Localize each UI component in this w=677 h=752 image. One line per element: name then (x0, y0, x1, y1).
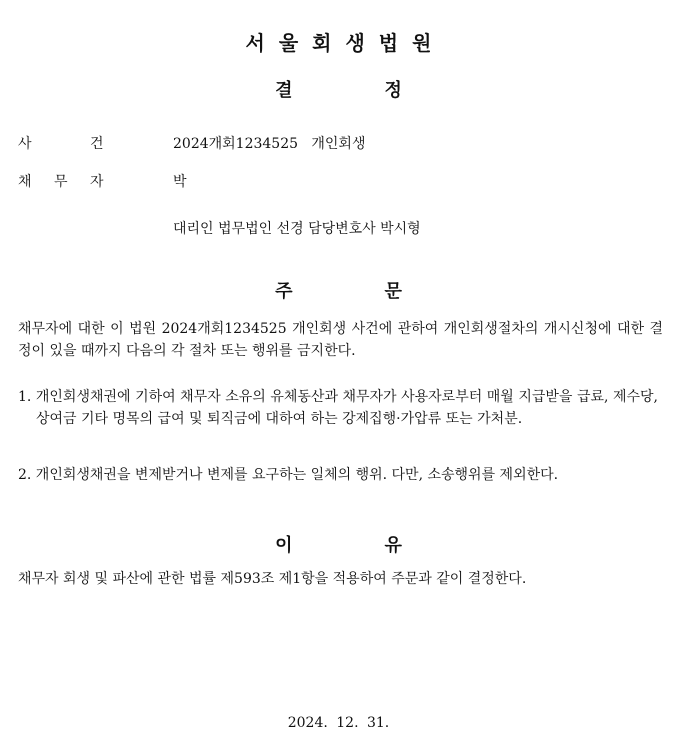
debtor-label-char-2: 무 (54, 174, 68, 190)
case-label-char-1: 사 (18, 136, 32, 152)
reason-heading-char-2: 유 (384, 535, 402, 556)
decision-date: 2024. 12. 31. (287, 715, 390, 731)
reason-text: 채무자 회생 및 파산에 관한 법률 제593조 제1항을 적용하여 주문과 같이 결정한다. (18, 571, 527, 587)
document-title-char-1: 결 (275, 80, 293, 101)
order-item-1: 1. 개인회생채권에 기하여 채무자 소유의 유체동산과 채무자가 사용자로부터 매월 지급받을 급료, 제수당, 상여금 기타 명목의 급여 및 퇴직금에 대하여 하는 강제집행·가압류 또는 가처분. (18, 389, 658, 427)
debtor-label-char-1: 채 (18, 174, 32, 190)
order-heading-char-1: 주 (275, 281, 293, 302)
agent-text: 대리인 법무법인 선경 담당변호사 박시형 (173, 221, 421, 237)
order-item-2: 2. 개인회생채권을 변제받거나 변제를 요구하는 일체의 행위. 다만, 소송행위를 제외한다. (18, 467, 559, 483)
reason-heading-char-1: 이 (275, 535, 293, 556)
court-name: 서울회생법원 (245, 31, 446, 55)
case-number: 2024개회1234525 개인회생 (173, 136, 366, 152)
debtor-name: 박 (173, 174, 187, 190)
order-heading (0, 279, 677, 305)
order-text: 채무자에 대한 이 법원 2024개회1234525 개인회생 사건에 관하여 개인회생절차의 개시신청에 대한 결정이 있을 때까지 다음의 각 절차 또는 행위를 금지한다. (18, 321, 663, 359)
order-heading-char-2: 문 (384, 281, 402, 302)
debtor-label-char-3: 자 (90, 174, 104, 190)
reason-heading (0, 533, 677, 559)
case-label-char-2: 건 (90, 136, 104, 152)
document-title (0, 78, 677, 104)
document-title-char-2: 정 (384, 80, 402, 101)
